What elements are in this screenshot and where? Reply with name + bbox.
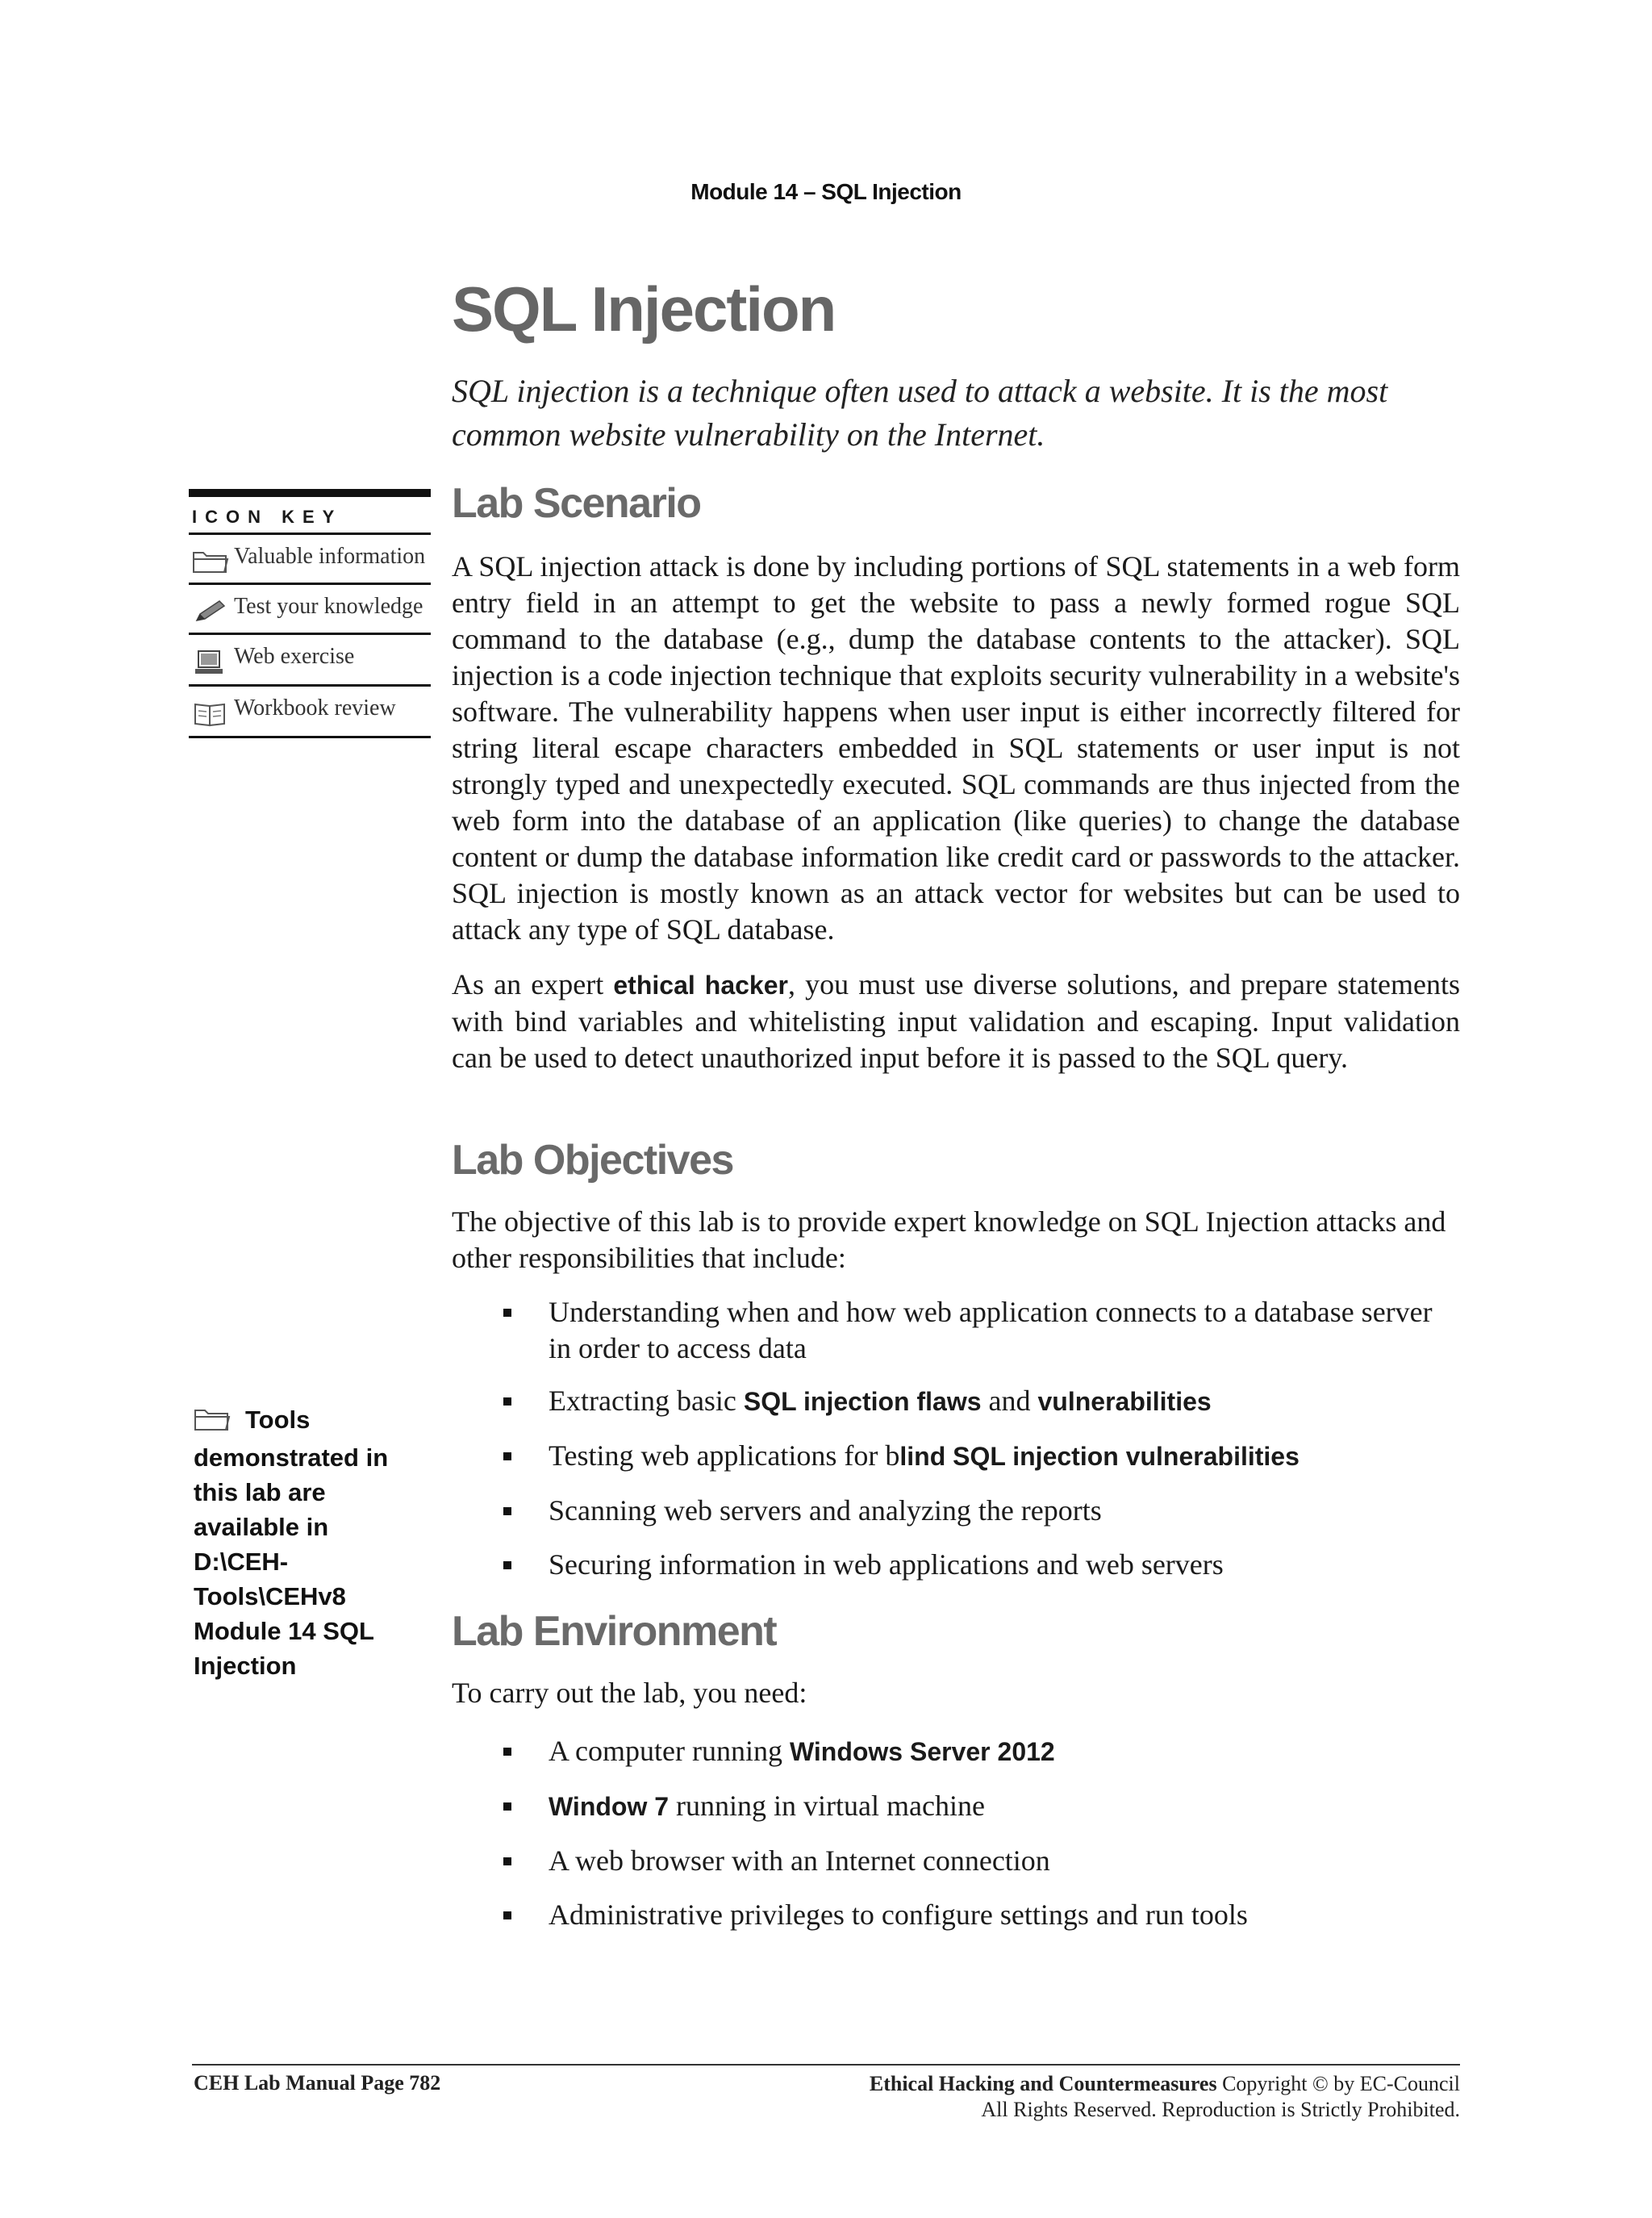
footer-page-label: CEH Lab Manual Page 782: [194, 2071, 441, 2095]
list-item: [452, 1438, 1460, 1475]
bold-term-ethical-hacker: ethical hacker: [613, 971, 788, 1000]
icon-key-label: Workbook review: [234, 695, 396, 721]
list-item-text: Extracting basic: [549, 1385, 744, 1417]
lab-scenario-heading: Lab Scenario: [452, 480, 701, 527]
icon-key-panel: [189, 489, 431, 738]
tools-note-text: Tools demonstrated in this lab are available in D:\CEH-Tools\CEHv8 Module 14 SQL Injection: [194, 1406, 389, 1680]
lab-objectives-intro: The objective of this lab is to provide expert knowledge on SQL Injection attacks and other responsibilities that include:: [452, 1205, 1446, 1274]
page-subtitle: SQL injection is a technique often used to attack a website. It is the most common website vulnerability on the Internet.: [452, 373, 1388, 453]
footer-copyright-line-1: [870, 2071, 1460, 2097]
list-item: [452, 1733, 1460, 1770]
lab-objectives-heading: Lab Objectives: [452, 1137, 733, 1184]
icon-key-label: Test your knowledge: [234, 594, 423, 619]
list-item-text: running in virtual machine: [669, 1790, 985, 1822]
icon-key-label: Web exercise: [234, 644, 355, 669]
footer-copyright-line-2: All Rights Reserved. Reproduction is Strictly Prohibited.: [981, 2098, 1460, 2121]
paragraph-text: As an expert: [452, 968, 614, 1000]
lab-scenario-paragraph-2: [452, 967, 1460, 1076]
icon-key-label: Valuable information: [234, 544, 426, 569]
lab-environment-heading: Lab Environment: [452, 1608, 777, 1655]
icon-key-item-workbook: [189, 687, 431, 738]
list-item: A web browser with an Internet connection: [452, 1843, 1460, 1879]
paragraph-text: , you must use diverse solutions, and prepare statements with bind variables and whitelisting input validation and escaping. Input validation can be used to detect unauthorized input before it is passed to the SQL query.: [452, 968, 1460, 1074]
computer-icon: [189, 643, 234, 679]
icon-key-top-bar: [189, 489, 431, 497]
list-item: [452, 1383, 1460, 1420]
folder-icon: [189, 543, 234, 578]
list-item: Scanning web servers and analyzing the reports: [452, 1493, 1460, 1529]
list-item: Understanding when and how web application connects to a database server in order to access data: [452, 1294, 1460, 1367]
footer-rule: [192, 2064, 1460, 2066]
footer-copyright-text: Copyright © by EC-Council: [1216, 2072, 1460, 2095]
lab-scenario-paragraph-1: A SQL injection attack is done by including portions of SQL statements in a web form entry field in an attempt to get the website to pass a newly formed rogue SQL command to the database (e.g., dump the database contents to the attacker). SQL injection is a code injection technique that exploits security vulnerability in a website's software. The vulnerability happens when user input is either incorrectly filtered for string literal escape characters embedded in SQL statements or user input is not strongly typed and unexpectedly executed. SQL commands are thus injected from the web form into the database of an application (like queries) to change the database content or dump the database information like credit card or passwords to the attacker. SQL injection is mostly known as an attack vector for websites but can be used to attack any type of SQL database.: [452, 550, 1460, 946]
bold-term: Windows Server 2012: [789, 1737, 1055, 1766]
module-header: Module 14 – SQL Injection: [690, 179, 962, 204]
list-item-text: A computer running: [549, 1735, 790, 1767]
footer-book-title: Ethical Hacking and Countermeasures: [869, 2072, 1217, 2095]
page-title: SQL Injection: [452, 274, 836, 345]
list-item: Administrative privileges to configure settings and run tools: [452, 1897, 1460, 1933]
pencil-icon: [189, 593, 234, 628]
bold-term: vulnerabilities: [1037, 1387, 1212, 1416]
book-icon: [189, 695, 234, 731]
list-item-text: and: [981, 1385, 1038, 1417]
list-item-text: Testing web applications for b: [549, 1439, 900, 1472]
lab-environment-intro: To carry out the lab, you need:: [452, 1677, 807, 1709]
list-item: Securing information in web applications and web servers: [452, 1547, 1460, 1583]
lab-environment-list: [452, 1733, 1460, 1933]
bold-term: SQL injection flaws: [743, 1387, 982, 1416]
icon-key-item-test: [189, 585, 431, 635]
icon-key-item-valuable: [189, 535, 431, 585]
icon-key-title: ICON KEY: [189, 497, 431, 535]
folder-icon: [194, 1406, 231, 1440]
tools-note: [194, 1402, 428, 1683]
footer-copyright: [870, 2071, 1460, 2123]
lab-objectives-list: [452, 1294, 1460, 1583]
bold-term: lind SQL injection vulnerabilities: [899, 1442, 1299, 1471]
list-item: [452, 1788, 1460, 1825]
icon-key-item-web: [189, 635, 431, 687]
bold-term: Window 7: [549, 1792, 670, 1821]
